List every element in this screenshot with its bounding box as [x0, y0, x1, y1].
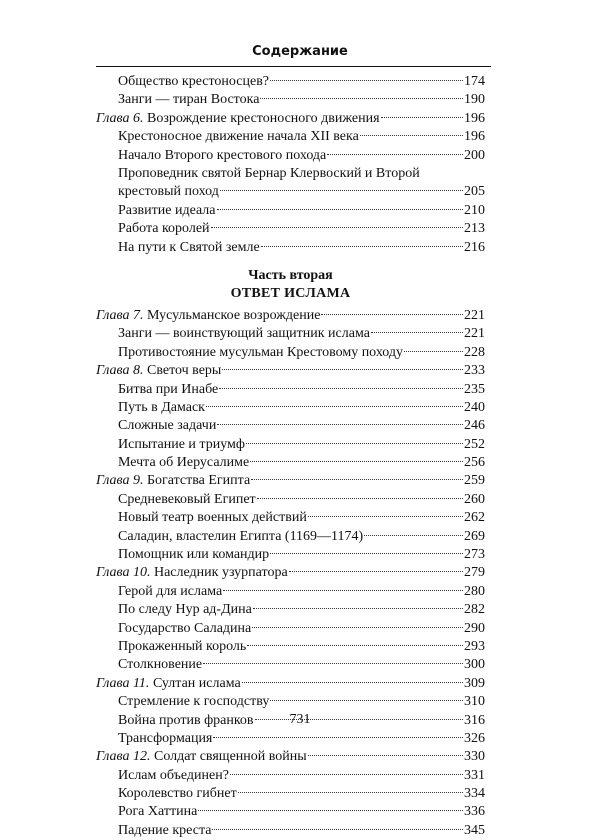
toc-page-number: 190: [464, 92, 485, 108]
chapter-title: Солдат священной войны: [153, 749, 307, 765]
toc-page-number: 345: [464, 822, 485, 838]
dot-leader: [371, 332, 463, 333]
dot-leader: [217, 424, 463, 425]
toc-entry[interactable]: [96, 730, 485, 748]
chapter-title: Султан ислама: [152, 675, 241, 691]
dot-leader: [230, 774, 463, 775]
toc-page-number: 174: [464, 74, 485, 89]
toc-entry[interactable]: [96, 601, 485, 619]
toc-chapter-entry[interactable]: [96, 472, 485, 490]
toc-page-number: 290: [464, 620, 485, 636]
toc-page-number: 331: [464, 767, 485, 783]
toc-entry-title-line1: Проповедник святой Бернар Клервоский и Второй: [118, 165, 420, 181]
toc-entry-title: Занги — воинствующий защитник ислама: [118, 326, 370, 342]
toc-page-number: 205: [464, 184, 485, 200]
toc-entry-title: крестовый поход: [118, 184, 219, 200]
toc-page-number: 262: [464, 510, 485, 526]
toc-section-top: [96, 73, 485, 257]
toc-entry[interactable]: [96, 546, 485, 564]
toc-page-number: 326: [464, 730, 485, 746]
toc-entry-title: Путь в Дамаск: [118, 399, 205, 415]
chapter-label: Глава 8.: [96, 363, 144, 379]
toc-entry-title: Рога Хаттина: [118, 804, 198, 820]
toc-page-number: 210: [464, 202, 485, 218]
part-label: Часть вторая: [248, 267, 333, 283]
dot-leader: [211, 227, 463, 228]
toc-entry-title: Сложные задачи: [118, 418, 217, 434]
toc-entry-title: Столкновение: [118, 657, 203, 673]
toc-page-number: 196: [464, 110, 485, 126]
dot-leader: [404, 351, 463, 352]
toc-entry[interactable]: [96, 344, 485, 362]
toc-entry-title: Мечта об Иерусалиме: [118, 455, 250, 471]
toc-page-number: 279: [464, 565, 485, 581]
toc-page-number: 330: [464, 749, 485, 765]
toc-page-number: 280: [464, 583, 485, 599]
toc-entry[interactable]: [96, 528, 485, 546]
toc-page-number: 260: [464, 491, 485, 507]
dot-leader: [270, 80, 463, 81]
dot-leader: [381, 117, 463, 118]
toc-entry[interactable]: [96, 325, 485, 343]
toc-page-number: 246: [464, 418, 485, 434]
toc-entry-title: Помощник или командир: [118, 547, 270, 563]
toc-page-number: 316: [464, 712, 485, 728]
toc-entry[interactable]: [96, 620, 485, 638]
dot-leader: [270, 553, 463, 554]
toc-entry-title: [96, 564, 288, 582]
running-head: Содержание: [252, 44, 348, 59]
dot-leader: [198, 810, 463, 811]
dot-leader: [219, 388, 463, 389]
dot-leader: [251, 479, 463, 480]
dot-leader: [260, 98, 463, 99]
toc-page-number: 269: [464, 528, 485, 544]
toc-chapter-entry[interactable]: [96, 362, 485, 380]
dot-leader: [308, 516, 463, 517]
toc-entry[interactable]: [96, 583, 485, 601]
toc-entry-title: Занги — тиран Востока: [118, 92, 260, 108]
toc-entry-title: Начало Второго крестового похода: [118, 147, 327, 163]
toc-entry[interactable]: [96, 656, 485, 674]
toc-entry[interactable]: [96, 803, 485, 821]
toc-page-number: 221: [464, 307, 485, 323]
toc-entry-title: Саладин, властелин Египта (1169—1174): [118, 528, 364, 544]
chapter-label: Глава 6.: [96, 110, 144, 126]
chapter-label: Глава 10.: [96, 565, 151, 581]
toc-entry-title: [96, 362, 221, 380]
part-heading: [96, 267, 485, 303]
toc-entry-title-line2: [118, 183, 485, 201]
toc-entry-title: Развитие идеала: [118, 202, 216, 218]
dot-leader: [212, 829, 463, 830]
toc-entry-title: Противостояние мусульман Крестовому походу: [118, 344, 404, 360]
toc-entry[interactable]: [96, 638, 485, 656]
chapter-label: Глава 12.: [96, 749, 151, 765]
toc-page-number: 228: [464, 344, 485, 360]
dot-leader: [360, 135, 463, 136]
toc-entry[interactable]: [96, 147, 485, 165]
toc-entry-title: По следу Нур ад-Дина: [118, 602, 252, 618]
chapter-title: Богатства Египта: [146, 473, 251, 489]
dot-leader: [246, 443, 463, 444]
toc-entry[interactable]: [96, 202, 485, 220]
toc-page-number: 336: [464, 804, 485, 820]
toc-entry[interactable]: [96, 417, 485, 435]
toc-page-number: 293: [464, 638, 485, 654]
toc-entry-title: Новый театр военных действий: [118, 510, 307, 526]
toc-page-number: 310: [464, 694, 485, 710]
toc-page-number: 259: [464, 473, 485, 489]
dot-leader: [257, 498, 463, 499]
toc-page-number: 221: [464, 326, 485, 342]
toc-entry[interactable]: [96, 693, 485, 711]
dot-leader: [253, 608, 463, 609]
toc-entry-title: Война против франков: [118, 712, 254, 728]
toc-entry[interactable]: [96, 491, 485, 509]
toc-entry-title: Ислам объединен?: [118, 767, 229, 783]
chapter-title: Мусульманское возрождение: [146, 307, 321, 323]
toc-entry-title: Общество крестоносцев?: [118, 74, 270, 89]
toc-chapter-entry[interactable]: [96, 110, 485, 128]
toc-entry-title: Герой для ислама: [118, 583, 223, 599]
toc-entry-title: Испытание и триумф: [118, 436, 245, 452]
toc-entry-title: Битва при Инабе: [118, 381, 219, 397]
dot-leader: [261, 246, 463, 247]
toc-page-number: 233: [464, 363, 485, 379]
toc-entry[interactable]: [96, 128, 485, 146]
toc-entry[interactable]: [96, 165, 485, 202]
toc-page-number: 282: [464, 602, 485, 618]
toc-page-number: 252: [464, 436, 485, 452]
toc-entry[interactable]: [96, 91, 485, 109]
chapter-label: Глава 7.: [96, 307, 144, 323]
dot-leader: [247, 645, 463, 646]
toc-chapter-entry[interactable]: [96, 748, 485, 766]
toc-page-number: 309: [464, 675, 485, 691]
dot-leader: [321, 314, 463, 315]
toc-entry-title: [96, 675, 241, 693]
toc-page-number: 216: [464, 239, 485, 255]
toc-entry-title: [96, 472, 250, 490]
page-number: 731: [289, 712, 311, 727]
toc-entry[interactable]: [96, 73, 485, 91]
dot-leader: [252, 627, 463, 628]
dot-leader: [203, 663, 463, 664]
toc-entry-title: Государство Саладина: [118, 620, 252, 636]
toc-entry-title: Королевство гибнет: [118, 786, 237, 802]
toc-page-number: 235: [464, 381, 485, 397]
toc-entry[interactable]: [96, 220, 485, 238]
toc-entry[interactable]: [96, 767, 485, 785]
part-title: ОТВЕТ ИСЛАМА: [230, 285, 351, 301]
toc-entry[interactable]: [96, 436, 485, 454]
toc-entry-title: Трансформация: [118, 730, 213, 746]
toc-page-number: 213: [464, 221, 485, 237]
toc-entry-title: Падение креста: [118, 822, 212, 838]
toc-entry-title: [96, 307, 320, 325]
dot-leader: [242, 682, 463, 683]
toc-page-number: 240: [464, 399, 485, 415]
chapter-label: Глава 9.: [96, 473, 144, 489]
dot-leader: [223, 590, 463, 591]
toc-chapter-entry[interactable]: [96, 307, 485, 325]
dot-leader: [308, 755, 463, 756]
toc-section-bottom: [96, 307, 485, 840]
toc-page-number: 300: [464, 657, 485, 673]
toc-entry[interactable]: [96, 381, 485, 399]
dot-leader: [270, 700, 463, 701]
dot-leader: [327, 154, 463, 155]
dot-leader: [289, 571, 463, 572]
toc-page-number: 256: [464, 455, 485, 471]
toc-entry[interactable]: [96, 399, 485, 417]
dot-leader: [222, 369, 463, 370]
header-rule: [96, 66, 491, 67]
toc-entry[interactable]: [96, 785, 485, 803]
toc-entry-title: На пути к Святой земле: [118, 239, 260, 255]
toc-entry-title: [96, 748, 307, 766]
dot-leader: [250, 461, 463, 462]
dot-leader: [364, 535, 463, 536]
dot-leader: [238, 792, 463, 793]
toc-chapter-entry[interactable]: [96, 564, 485, 582]
dot-leader: [213, 737, 463, 738]
toc-page-number: 334: [464, 786, 485, 802]
toc-page-number: 200: [464, 147, 485, 163]
toc-entry[interactable]: [96, 454, 485, 472]
toc-entry[interactable]: [96, 509, 485, 527]
chapter-title: Возрождение крестоносного движения: [146, 110, 380, 126]
toc-entry[interactable]: [96, 239, 485, 257]
toc-page-number: 196: [464, 129, 485, 145]
toc-entry-title: Стремление к господству: [118, 694, 270, 710]
toc-entry-title: Крестоносное движение начала XII века: [118, 129, 359, 145]
toc-chapter-entry[interactable]: [96, 675, 485, 693]
chapter-label: Глава 11.: [96, 675, 150, 691]
toc-entry[interactable]: [96, 822, 485, 840]
chapter-title: Наследник узурпатора: [153, 565, 288, 581]
dot-leader: [217, 209, 464, 210]
chapter-title: Светоч веры: [146, 363, 222, 379]
dot-leader: [220, 190, 463, 191]
toc-entry-title: [96, 110, 380, 128]
toc-entry-title: Прокаженный король: [118, 638, 247, 654]
dot-leader: [206, 406, 463, 407]
toc-entry-title: Работа королей: [118, 221, 210, 237]
toc-entry-title: Средневековый Египет: [118, 491, 256, 507]
toc-page-number: 273: [464, 547, 485, 563]
